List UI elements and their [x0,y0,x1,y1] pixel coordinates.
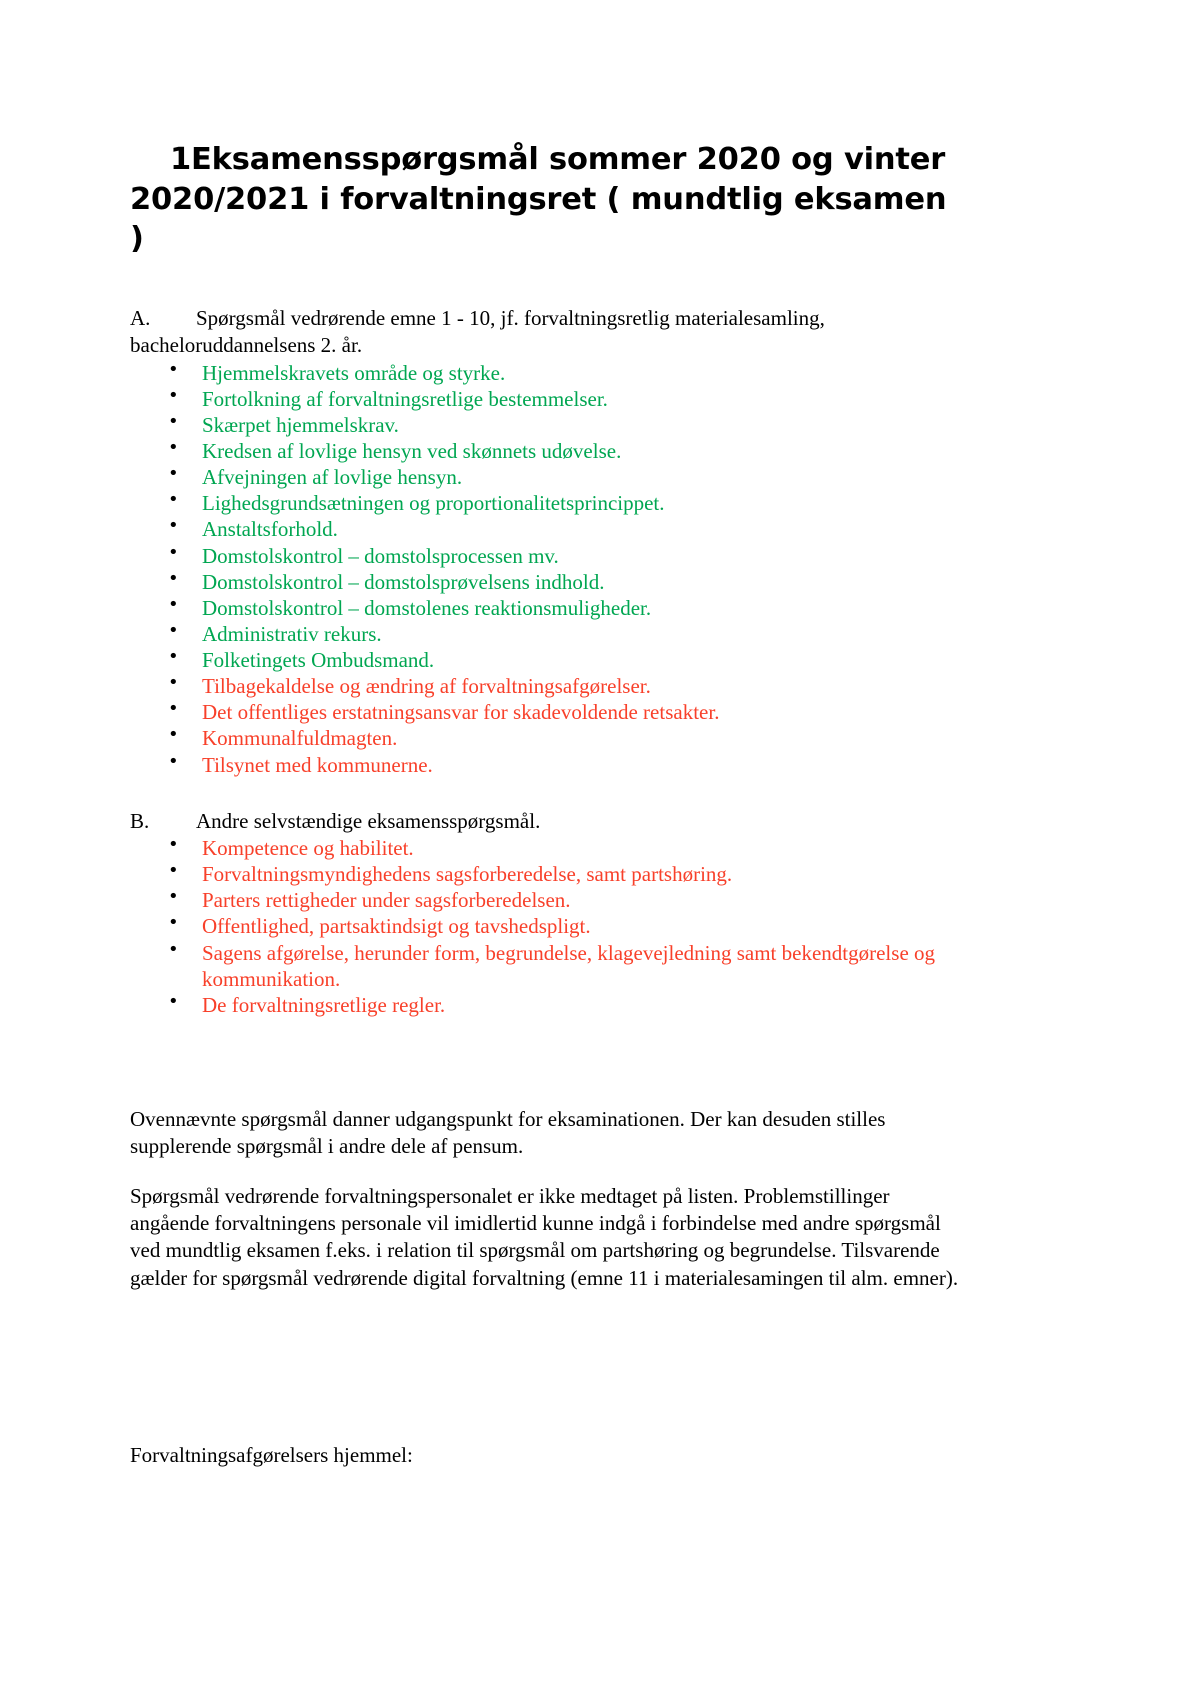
list-item: • Offentlighed, partsaktindsigt og tavshedspligt. [130,913,970,939]
section-a-heading-line-1: Spørgsmål vedrørende emne 1 - 10, jf. forvaltningsretlig materialesamling, [196,305,825,330]
list-item: • Domstolskontrol – domstolenes reaktionsmuligheder. [130,595,970,621]
section-a-heading-line-2: bacheloruddannelsens 2. år. [130,333,363,358]
list-item: • Det offentliges erstatningsansvar for skadevoldende retsakter. [130,699,970,725]
list-item: • Domstolskontrol – domstolsprøvelsens indhold. [130,569,970,595]
list-item: • Kompetence og habilitet. [130,835,970,861]
footer-line: Forvaltningsafgørelsers hjemmel: [130,1442,413,1467]
list-item: • Forvaltningsmyndighedens sagsforberedelse, samt partshøring. [130,861,970,887]
page-title-line-2: 2020/2021 i forvaltningsret ( mundtlig eksamen ) [130,181,947,257]
list-item: • Sagens afgørelse, herunder form, begrundelse, klagevejledning samt bekendtgørelse og kommunikation. [130,940,970,992]
spacer-between-paragraphs [130,1161,970,1183]
list-item: • Kommunalfuldmagten. [130,725,970,751]
list-item: • Parters rettigheder under sagsforberedelsen. [130,887,970,913]
section-b [130,808,970,1018]
list-item: • De forvaltningsretlige regler. [130,992,970,1018]
list-item: • Domstolskontrol – domstolsprocessen mv. [130,543,970,569]
section-a-label: A. [130,305,151,330]
list-item: • Tilbagekaldelse og ændring af forvaltningsafgørelser. [130,673,970,699]
list-item: • Lighedsgrundsætningen og proportionalitetsprincippet. [130,490,970,516]
list-item: • Hjemmelskravets område og styrke. [130,360,970,386]
section-a-heading [130,305,970,360]
spacer-before-paragraphs [130,1018,970,1106]
closing-paragraph-2: Spørgsmål vedrørende forvaltningspersonalet er ikke medtaget på listen. Problemstillinger angående forvaltningens personale vil imidlertid kunne indgå i forbindelse med andre spørgsmål ved mundtlig eksamen f.eks. i relation til spørgsmål om partshøring og begrundelse. Tilsvarende gælder for spørgsmål vedrørende digital forvaltning (emne 11 i materialesamingen til alm. emner). [130,1183,959,1290]
page-title-line-1: 1Eksamensspørgsmål sommer 2020 og vinter [170,142,946,177]
list-item: • Folketingets Ombudsmand. [130,647,970,673]
list-item: • Skærpet hjemmelskrav. [130,412,970,438]
section-b-heading [130,808,970,835]
section-b-label: B. [130,808,150,833]
list-item: • Afvejningen af lovlige hensyn. [130,464,970,490]
closing-paragraph-1: Ovennævnte spørgsmål danner udgangspunkt for eksaminationen. Der kan desuden stilles supplerende spørgsmål i andre dele af pensum. [130,1107,886,1159]
section-b-heading-line-1: Andre selvstændige eksamensspørgsmål. [196,808,541,833]
section-a-list [130,360,970,778]
section-b-list [130,835,970,1018]
list-item: • Tilsynet med kommunerne. [130,752,970,778]
list-item: • Anstaltsforhold. [130,516,970,542]
list-item: • Fortolkning af forvaltningsretlige bestemmelser. [130,386,970,412]
list-item: • Kredsen af lovlige hensyn ved skønnets udøvelse. [130,438,970,464]
list-item: • Administrativ rekurs. [130,621,970,647]
spacer-before-footer [130,1292,970,1442]
document-content [130,140,970,1469]
page-title [130,140,970,259]
spacer-between-sections [130,778,970,808]
section-a [130,305,970,778]
spacer-after-title [130,259,970,305]
